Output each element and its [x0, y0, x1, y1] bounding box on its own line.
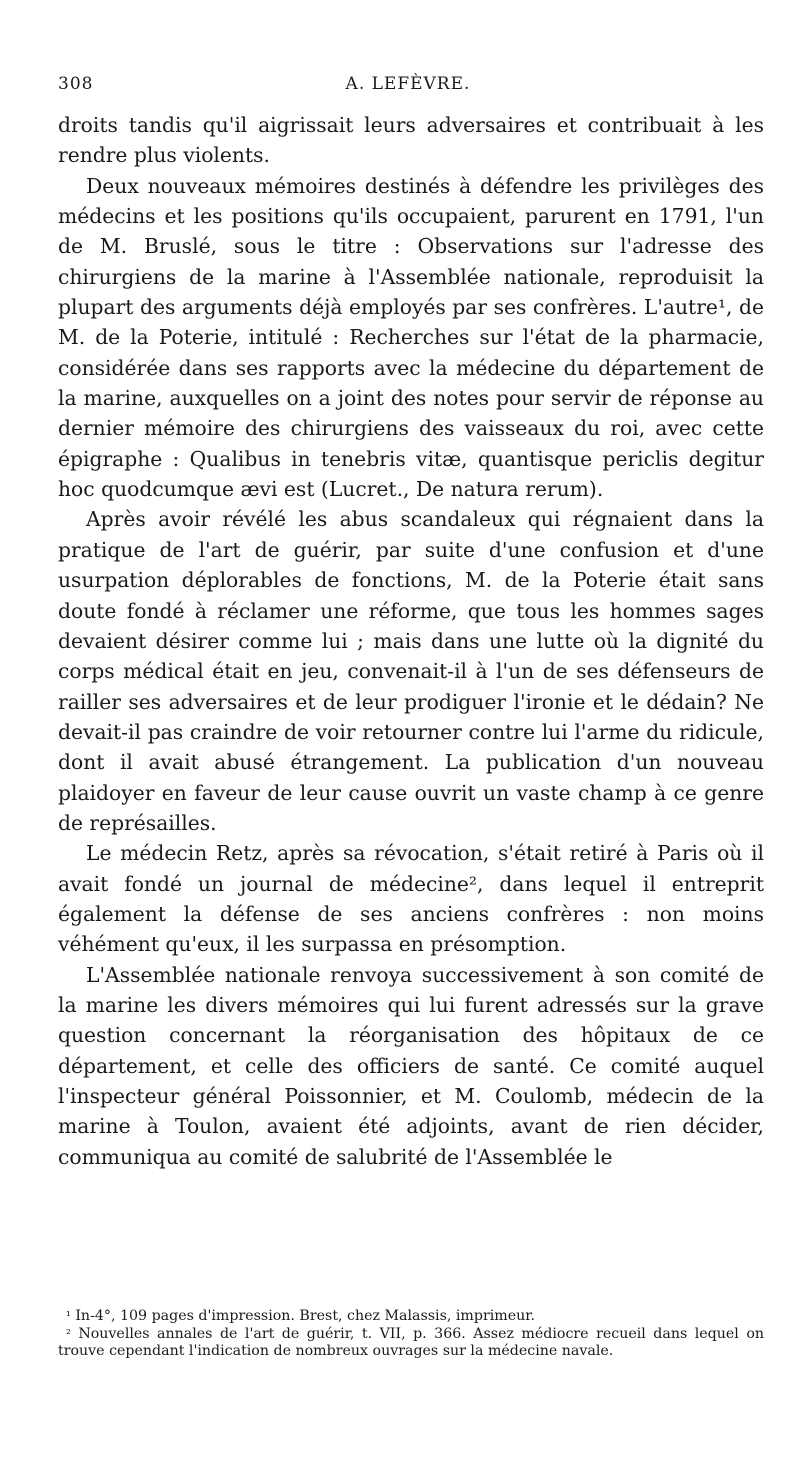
running-head: A. LEFÈVRE. [345, 74, 471, 94]
footnote [58, 1326, 764, 1361]
footnote-text: In-4°, 109 pages d'impression. Brest, chez Malassis, imprimeur. [75, 1308, 535, 1324]
paragraph: Deux nouveaux mémoires destinés à défendre les privilèges des médecins et les positions qu'ils occupaient, parurent en 1791, l'un de M. Bruslé, sous le titre : Observations sur l'adresse des chirurgiens de la marine à l'Assemblée nationale, reproduisit la plupart des arguments déjà employés par ses confrères. L'autre¹, de M. de la Poterie, intitulé : Recherches sur l'état de la pharmacie, considérée dans ses rapports avec la médecine du département de la marine, auxquelles on a joint des notes pour servir de réponse au dernier mémoire des chirurgiens des vaisseaux du roi, avec cette épigraphe : Qualibus in tenebris vitæ, quantisque periclis degitur hoc quodcumque ævi est (Lucret., De natura rerum). [58, 173, 764, 502]
paragraph: Après avoir révélé les abus scandaleux qui régnaient dans la pratique de l'art de guérir, par suite d'une confusion et d'une usurpation déplorables de fonctions, M. de la Poterie était sans doute fondé à réclamer une réforme, que tous les hommes sages devaient désirer comme lui ; mais dans une lutte où la dignité du corps médical était en jeu, convenait-il à l'un de ses défenseurs de railler ses adversaires et de leur prodiguer l'ironie et le dédain? Ne devait-il pas craindre de voir retourner contre lui l'arme du ridicule, dont il avait abusé étrangement. La publication d'un nouveau plaidoyer en faveur de leur cause ouvrit un vaste champ à ce genre de représailles. [58, 507, 764, 835]
footnote-text: Nouvelles annales de l'art de guérir, t. VII, p. 366. Assez médiocre recueil dans lequel on trouve cependant l'indication de nombreux ouvrages sur la médecine navale. [58, 1325, 765, 1359]
paragraph: L'Assemblée nationale renvoya successivement à son comité de la marine les divers mémoires qui lui furent adressés sur la grave question concernant la réorganisation des hôpitaux de ce département, et celle des officiers de santé. Ce comité auquel l'inspecteur général Poissonnier, et M. Coulomb, médecin de la marine à Toulon, avaient été adjoints, avant de rien décider, communiqua au comité de salubrité de l'Assemblée le [58, 962, 764, 1169]
paragraph: Le médecin Retz, après sa révocation, s'était retiré à Paris où il avait fondé un journal de médecine², dans lequel il entreprit également la défense de ses anciens confrères : non moins véhément qu'eux, il les surpassa en présomption. [58, 841, 764, 957]
page-number: 308 [58, 74, 94, 94]
page-header [58, 74, 758, 104]
footnote [58, 1308, 764, 1326]
paragraph: droits tandis qu'il aigrissait leurs adversaires et contribuait à les rendre plus violents. [58, 113, 764, 168]
footnote-mark: ² [66, 1326, 71, 1341]
body-text [58, 110, 764, 1172]
footnotes [58, 1308, 764, 1361]
footnote-mark: ¹ [66, 1309, 71, 1323]
